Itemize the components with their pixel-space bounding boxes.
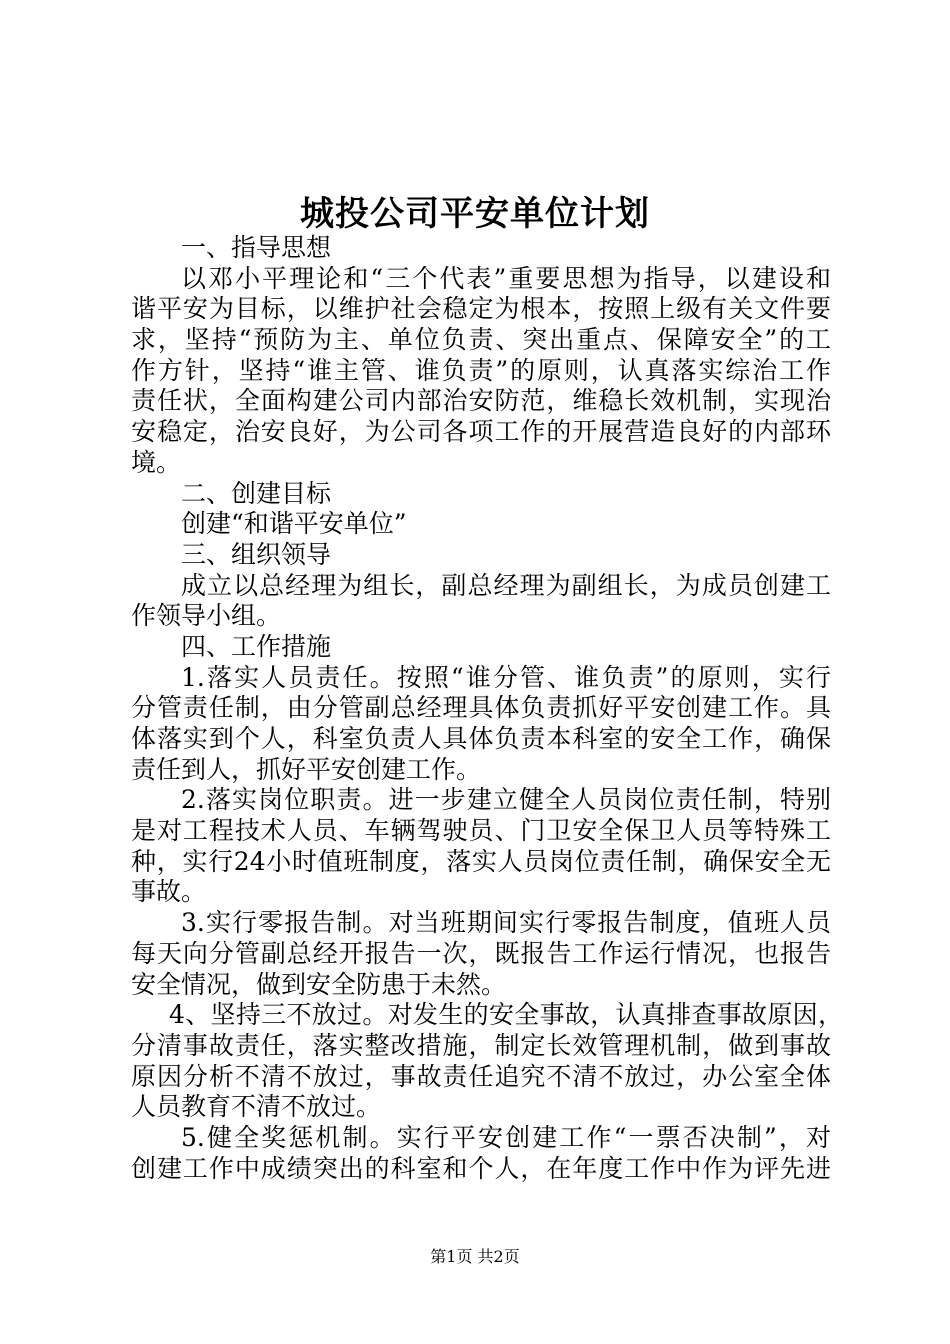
paragraph-line: 是对工程技术人员、车辆驾驶员、门卫安全保卫人员等特殊工 <box>131 816 831 846</box>
paragraph-line: 分管责任制，由分管副总经理具体负责抓好平安创建工作。具 <box>131 693 831 723</box>
page-number-footer: 第1页 共2页 <box>430 1247 520 1266</box>
section-heading-guiding-ideology: 一、指导思想 <box>181 233 332 262</box>
section-heading-goal: 二、创建目标 <box>181 478 332 508</box>
paragraph-line: 1.落实人员责任。按照“谁分管、谁负责”的原则，实行 <box>181 662 831 692</box>
paragraph-line: 事故。 <box>131 877 207 907</box>
paragraph-line: 分清事故责任，落实整改措施，制定长效管理机制，做到事故 <box>131 1030 831 1060</box>
paragraph-line: 安全情况，做到安全防患于未然。 <box>131 969 507 999</box>
paragraph-line: 谐平安为目标，以维护社会稳定为根本，按照上级有关文件要 <box>131 294 831 324</box>
paragraph-line: 原因分析不清不放过，事故责任追究不清不放过，办公室全体 <box>131 1061 831 1091</box>
paragraph-line: 安稳定，治安良好，为公司各项工作的开展营造良好的内部环 <box>131 417 831 447</box>
paragraph-line: 5.健全奖惩机制。实行平安创建工作“一票否决制”，对 <box>181 1122 831 1152</box>
section-heading-measures: 四、工作措施 <box>181 631 332 661</box>
paragraph-line: 作领导小组。 <box>131 601 282 631</box>
section-heading-organization: 三、组织领导 <box>181 539 332 569</box>
paragraph-line: 2.落实岗位职责。进一步建立健全人员岗位责任制，特别 <box>181 785 831 815</box>
paragraph-line: 体落实到个人，科室负责人具体负责本科室的安全工作，确保 <box>131 724 831 753</box>
paragraph-line: 求，坚持“预防为主、单位负责、突出重点、保障安全”的工 <box>131 325 831 355</box>
paragraph-line: 人员教育不清不放过。 <box>131 1092 382 1122</box>
paragraph-line: 作方针，坚持“谁主管、谁负责”的原则，认真落实综治工作 <box>131 355 831 385</box>
paragraph-line: 4、坚持三不放过。对发生的安全事故，认真排查事故原因， <box>169 1000 843 1030</box>
paragraph-line: 境。 <box>131 447 182 477</box>
paragraph-line: 种，实行24小时值班制度，落实人员岗位责任制，确保安全无 <box>131 846 831 876</box>
paragraph-line: 3.实行零报告制。对当班期间实行零报告制度，值班人员 <box>181 908 831 938</box>
paragraph-line: 成立以总经理为组长，副总经理为副组长，为成员创建工 <box>181 570 831 600</box>
paragraph-line: 创建“和谐平安单位” <box>181 509 407 539</box>
paragraph-line: 以邓小平理论和“三个代表”重要思想为指导，以建设和 <box>181 263 831 293</box>
document-body <box>131 233 843 1184</box>
paragraph-line: 每天向分管副总经开报告一次，既报告工作运行情况，也报告 <box>131 938 831 968</box>
document-title: 城投公司平安单位计划 <box>300 194 650 234</box>
paragraph-line: 责任状，全面构建公司内部治安防范，维稳长效机制，实现治 <box>131 386 831 416</box>
paragraph-line: 创建工作中成绩突出的科室和个人，在年度工作中作为评先进 <box>131 1153 831 1183</box>
paragraph-line: 责任到人，抓好平安创建工作。 <box>131 754 482 784</box>
